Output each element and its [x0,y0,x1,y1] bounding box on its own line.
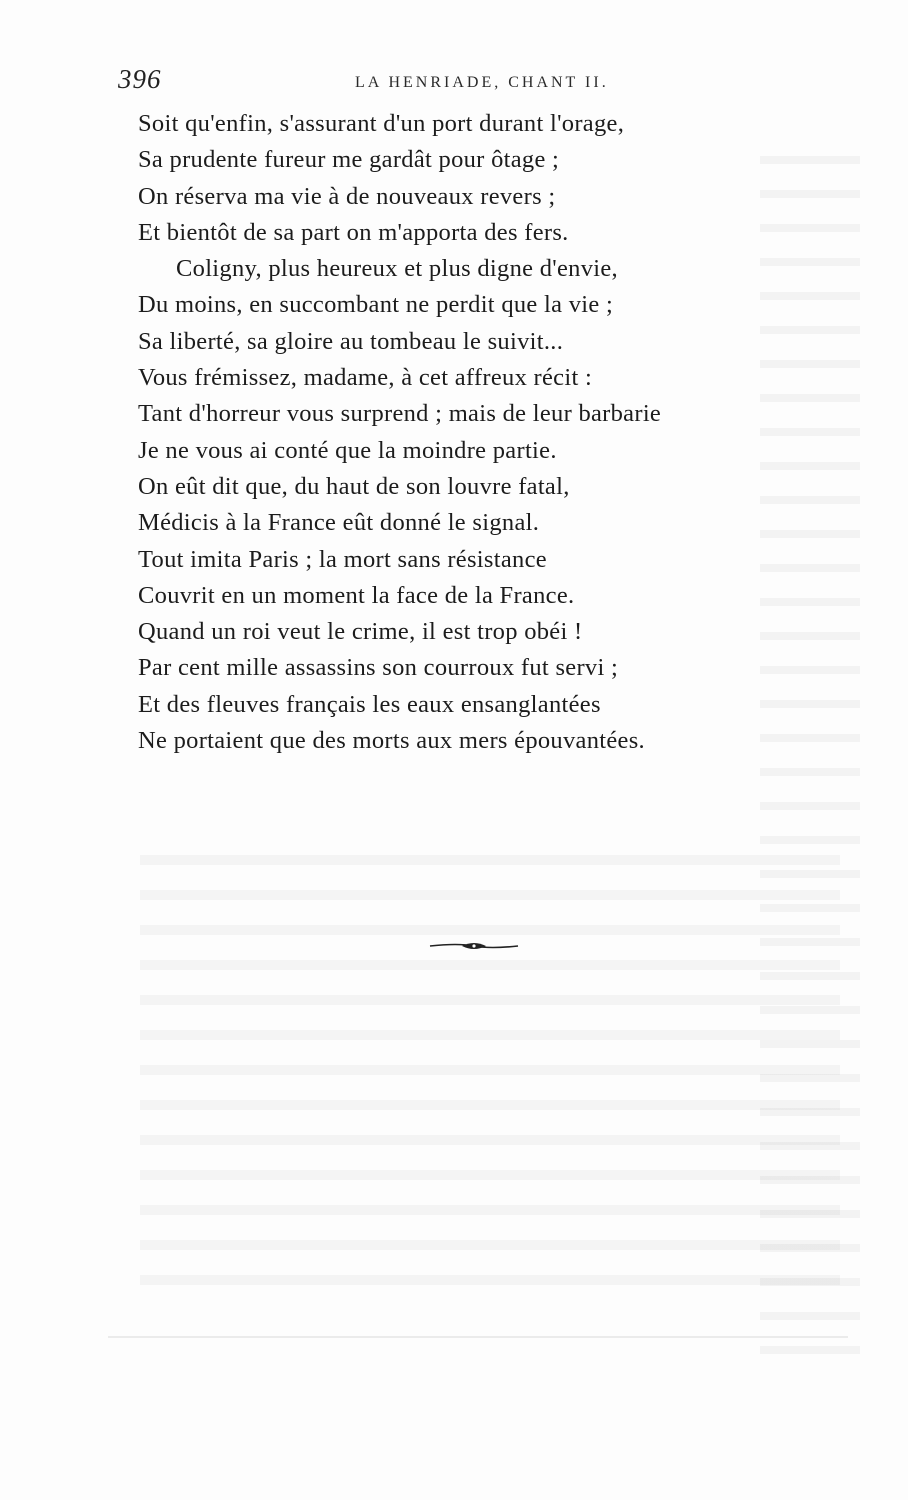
verse-line: On réserva ma vie à de nouveaux revers ; [138,182,556,210]
verse-line: Médicis à la France eût donné le signal. [138,509,540,537]
verse-line: Tout imita Paris ; la mort sans résistance [138,545,547,573]
verse-line: Coligny, plus heureux et plus digne d'envie, [176,255,618,283]
poem-body [138,106,818,759]
verse-line: Du moins, en succombant ne perdit que la vie ; [138,291,614,319]
verse-line: Par cent mille assassins son courroux fut servi ; [138,654,619,682]
verse-line: Je ne vous ai conté que la moindre partie. [138,436,557,464]
verse-line: Quand un roi veut le crime, il est trop obéi ! [138,618,583,646]
bleed-through-lower [140,830,840,1310]
verse-line: Soit qu'enfin, s'assurant d'un port durant l'orage, [138,110,625,137]
verse-line: Ne portaient que des morts aux mers épouvantées. [138,727,645,755]
verse-line: Sa prudente fureur me gardât pour ôtage ; [138,146,560,174]
running-head: LA HENRIADE, CHANT II. [355,74,609,91]
tailpiece-ornament-icon [428,938,520,954]
verse-line: Couvrit en un moment la face de la France. [138,581,575,609]
verse-line: Et bientôt de sa part on m'apporta des fers. [138,218,569,246]
verse-line: Sa liberté, sa gloire au tombeau le suivit... [138,327,564,355]
verse-line: Vous frémissez, madame, à cet affreux récit : [138,364,593,392]
verse-line: Et des fleuves français les eaux ensanglantées [138,690,601,718]
bleed-through-rule [108,1336,848,1338]
page-number: 396 [118,64,162,94]
verse-line: On eût dit que, du haut de son louvre fatal, [138,472,570,500]
verse-line: Tant d'horreur vous surprend ; mais de leur barbarie [138,400,662,428]
